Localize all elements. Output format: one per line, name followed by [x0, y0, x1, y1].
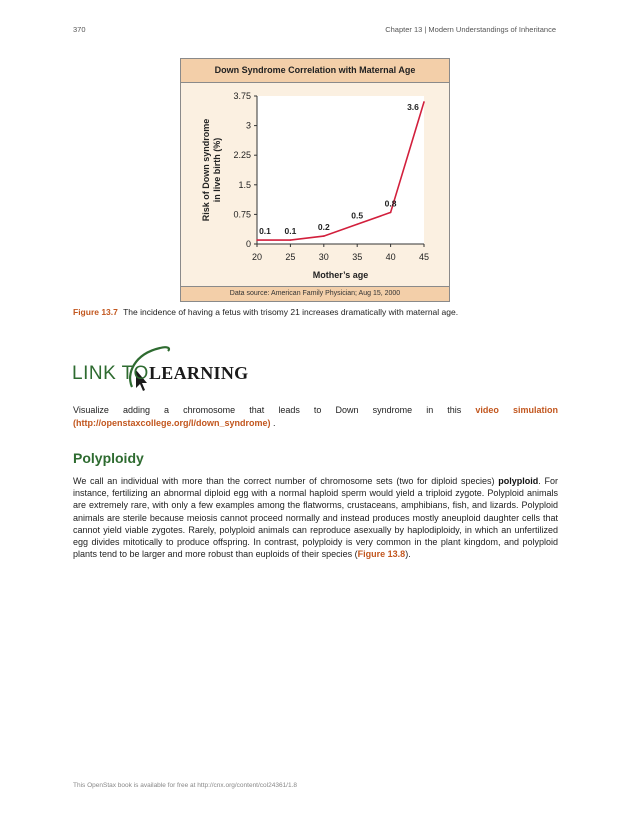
down-syndrome-line-chart	[181, 83, 449, 286]
figure-caption-text: The incidence of having a fetus with trisomy 21 increases dramatically with maternal age.	[123, 307, 459, 317]
video-simulation-link[interactable]: video simulation	[475, 405, 558, 415]
link-paragraph-text: Visualize adding a chromosome that leads to Down syndrome in this	[73, 405, 462, 415]
link-paragraph-end: .	[273, 418, 276, 428]
data-label: 0.1	[284, 226, 297, 237]
y-tick-label: 0	[245, 239, 251, 249]
polyploidy-text-1: We call an individual with more than the correct number of chromosome sets (two for diploid species)	[73, 476, 495, 486]
figure-label[interactable]: Figure 13.7	[73, 307, 118, 317]
data-label: 0.2	[317, 222, 330, 233]
video-simulation-url-link[interactable]: (http://openstaxcollege.org/l/down_syndrome)	[73, 418, 271, 428]
chart-title: Down Syndrome Correlation with Maternal Age	[181, 59, 449, 83]
learning-text: LEARNING	[149, 363, 249, 383]
data-point	[290, 239, 292, 241]
figure-caption	[73, 306, 558, 318]
polyploidy-text-3: ).	[405, 549, 411, 560]
page-number: 370	[73, 25, 86, 34]
x-tick-label: 20	[251, 252, 263, 262]
figure-panel	[180, 58, 450, 302]
link-to-learning-logo	[72, 344, 247, 396]
x-tick-label: 30	[318, 252, 329, 262]
y-tick-label: 2.25	[233, 150, 251, 161]
polyploidy-text-2: . For instance, fertilizing an abnormal diploid egg with a normal haploid sperm would yield a triploid zygote. Polyploid animals are extremely rare, with only a few examples among the flatworms, crustaceans, amphibians, fish, and lizards. Polyploid animals are sterile because meiosis cannot proceed normally and instead produces mostly aneuploid daughter cells that cannot yield viable zygotes. Rarely, polyploid animals can reproduce asexually by haplodiploidy, in which an unfertilized egg divides mitotically to produce offspring. In contrast, polyploidy is very common in the plant kingdom, and polyploid plants tend to be larger and more robust than euploids of their species (	[73, 476, 558, 560]
data-label: 0.8	[384, 198, 397, 209]
x-tick-label: 35	[352, 252, 363, 262]
x-tick-label: 25	[285, 252, 296, 262]
y-axis-title-line-2: in live birth (%)	[212, 137, 222, 203]
chart-data-source: Data source: American Family Physician; Aug 15, 2000	[181, 286, 449, 301]
link-paragraph-tail	[73, 417, 558, 430]
link-to-text: LINK TO	[72, 363, 149, 384]
data-label: 0.5	[351, 210, 364, 221]
y-tick-label: 3.75	[233, 91, 251, 101]
polyploid-term: polyploid	[498, 476, 539, 486]
y-axis-title-line-1: Risk of Down syndrome	[201, 118, 211, 222]
y-tick-label: 3	[245, 120, 251, 131]
x-tick-label: 40	[385, 252, 396, 262]
y-tick-label: 1.5	[238, 179, 251, 190]
x-axis-title: Mother’s age	[312, 270, 369, 280]
figure-13-8-link[interactable]: Figure 13.8	[357, 549, 406, 560]
section-heading-polyploidy: Polyploidy	[73, 450, 144, 466]
data-label: 0.1	[259, 226, 271, 237]
chapter-header: Chapter 13 | Modern Understandings of Inheritance	[385, 25, 556, 34]
x-tick-label: 45	[418, 252, 430, 262]
page-footer: This OpenStax book is available for free at http://cnx.org/content/col24361/1.8	[73, 782, 298, 789]
link-to-learning-paragraph	[73, 404, 558, 417]
data-point	[356, 223, 358, 225]
data-point	[256, 239, 258, 241]
plot-area	[257, 96, 424, 244]
data-point	[390, 212, 392, 214]
data-label: 3.6	[407, 101, 419, 112]
data-point	[323, 235, 325, 237]
data-point	[423, 101, 425, 103]
polyploidy-paragraph	[73, 475, 558, 560]
y-tick-label: 0.75	[233, 209, 251, 220]
